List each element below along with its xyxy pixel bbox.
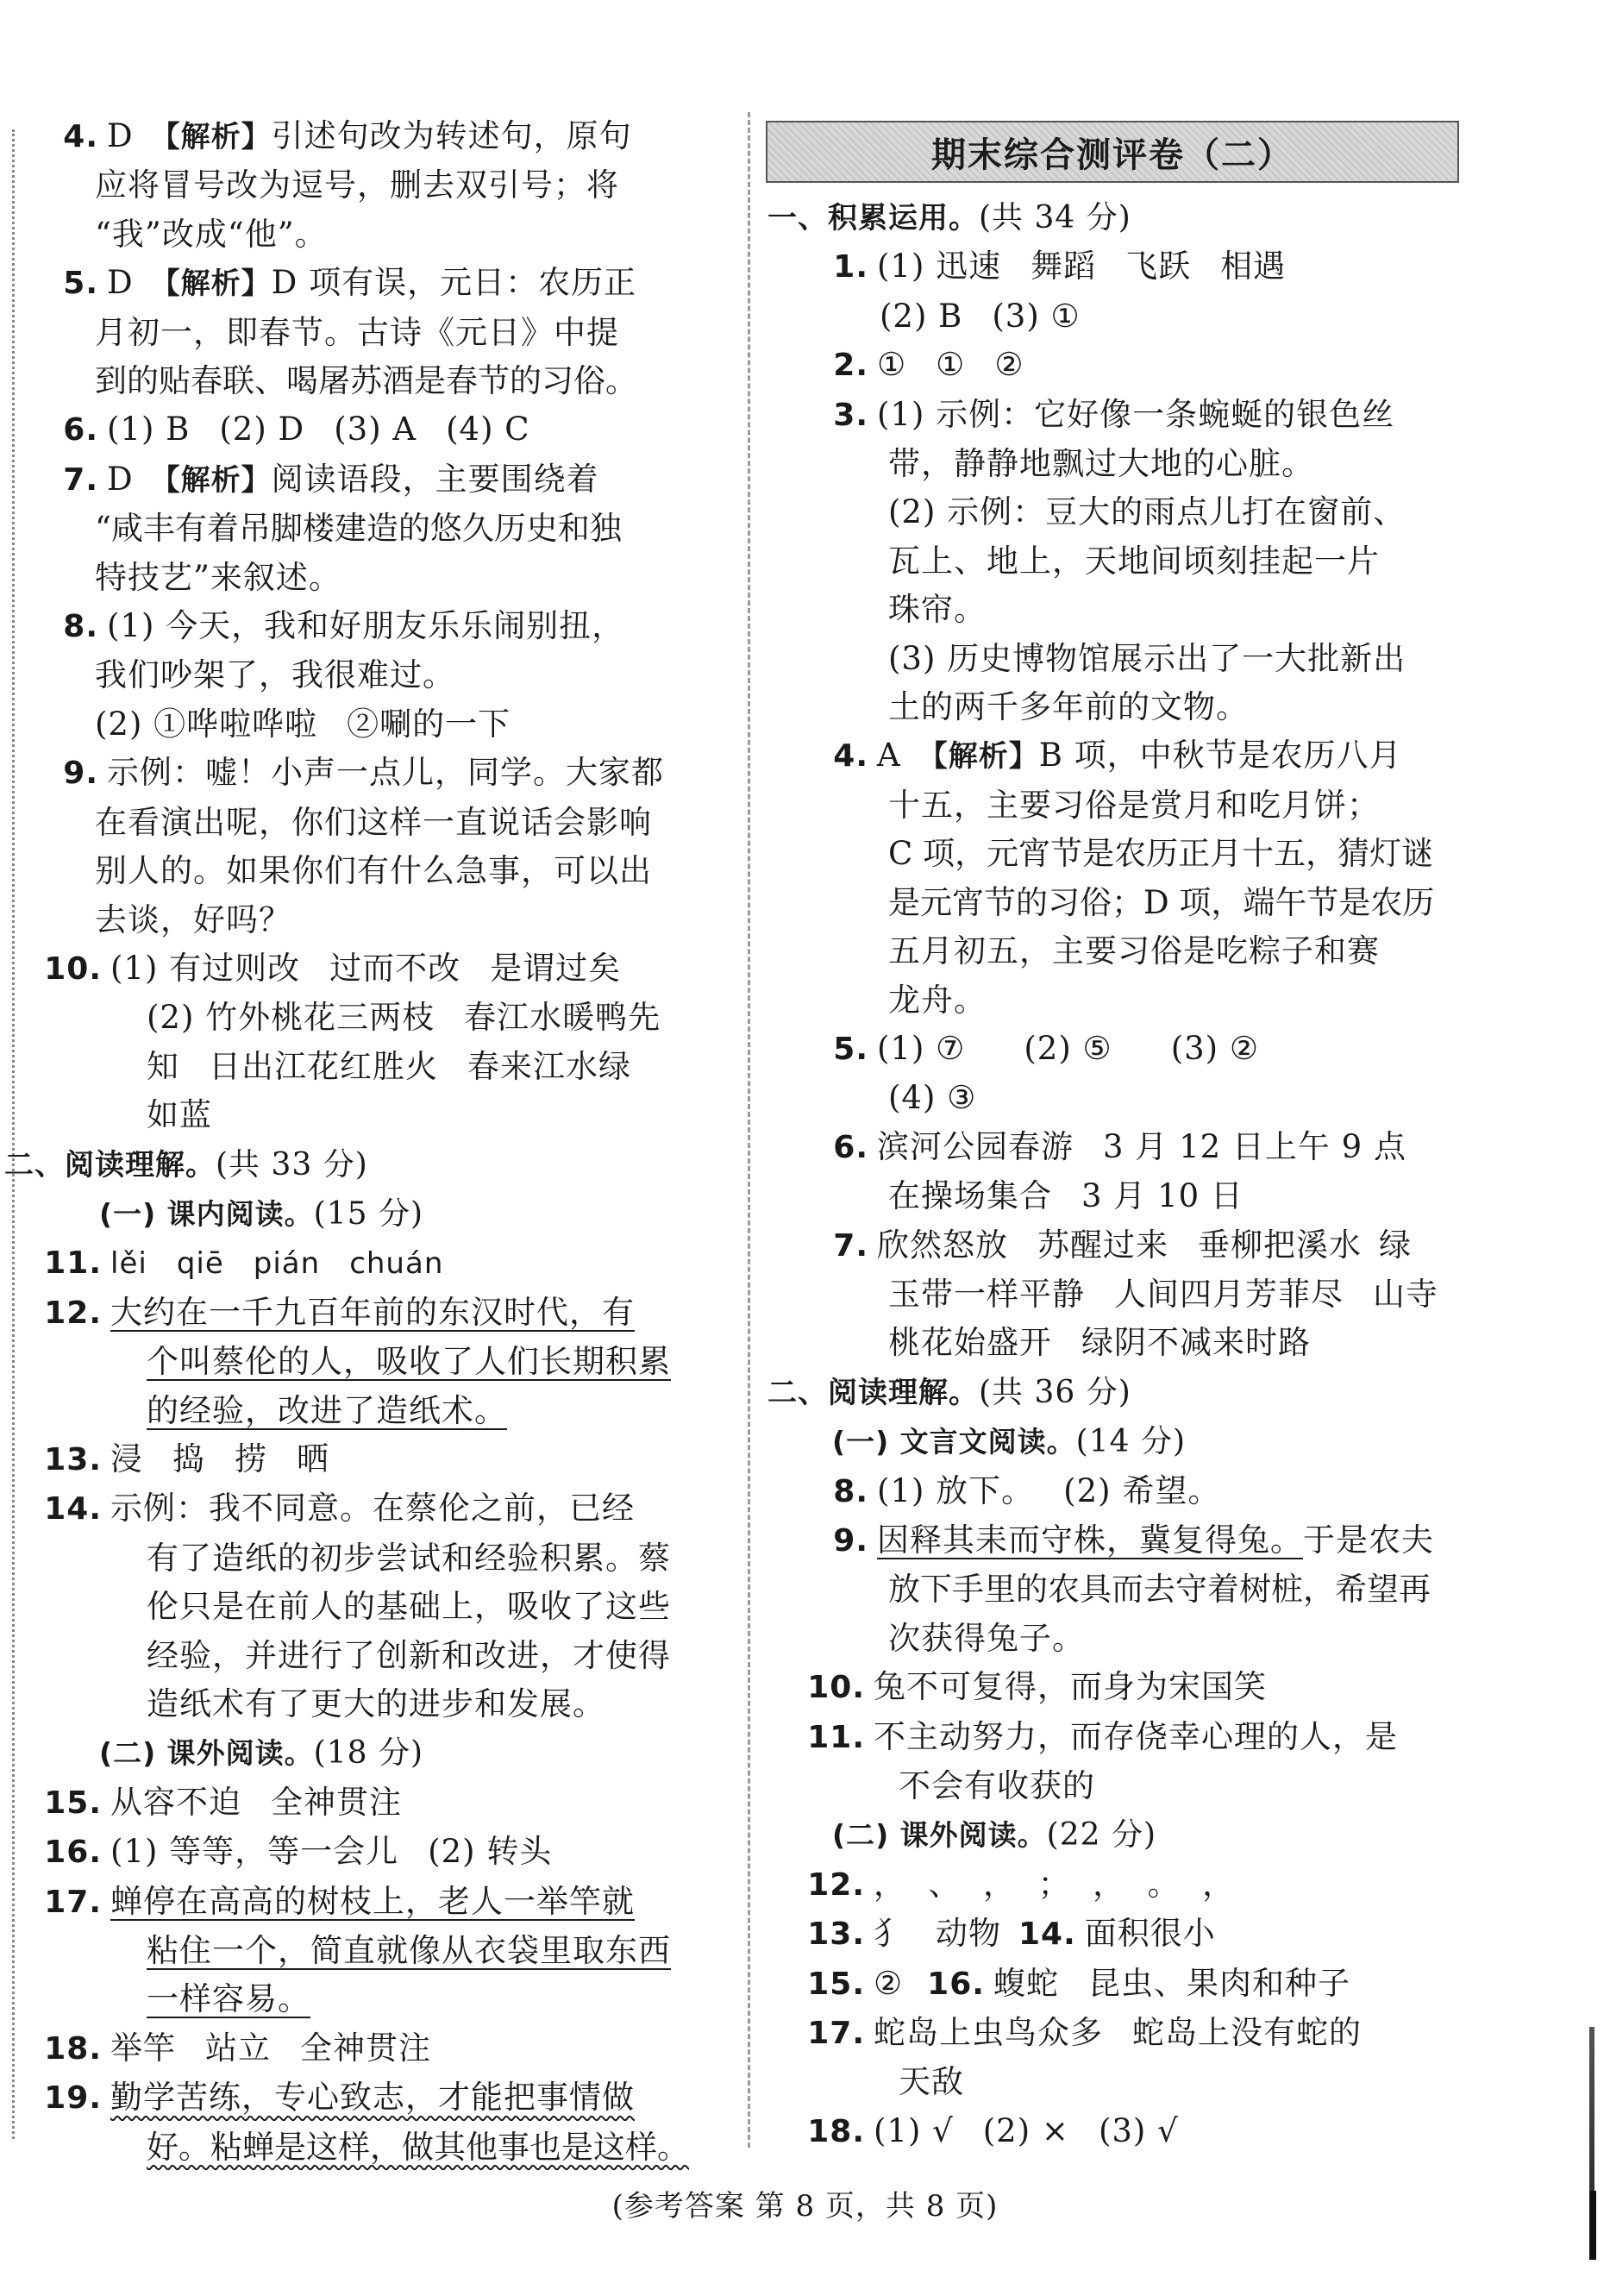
page-footer: (参考答案 第 8 页，共 8 页) xyxy=(611,2189,999,2224)
answer-line: 知 日出江花红胜火 春来江水绿 xyxy=(147,1047,631,1085)
answer-line: (4) ③ xyxy=(888,1079,977,1117)
answer-line: 特技艺”来叙述。 xyxy=(95,558,341,596)
question-number: 18. xyxy=(807,2113,865,2149)
question-number: 19. xyxy=(44,2080,102,2117)
question-number: 12. xyxy=(44,1295,102,1331)
answer-line: 去谈，好吗？ xyxy=(95,900,291,938)
answer-line: 18. (1) √ (2) × (3) √ xyxy=(763,2107,1462,2156)
answer-line: 月初一，即春节。古诗《元日》中提 xyxy=(95,313,619,351)
subsection-heading: (二) 课外阅读。(22 分) xyxy=(832,1817,1156,1854)
question-number: 9. xyxy=(833,1522,868,1559)
answer-line: 珠帘。 xyxy=(888,591,987,629)
answer-line: 6. (1) B (2) D (3) A (4) C xyxy=(34,405,733,455)
answer-line: 12. 大约在一千九百年前的东汉时代，有 xyxy=(34,1289,733,1338)
answer-line: 12. ， 、 ， ； ， 。 ， xyxy=(763,1860,1462,1910)
analysis-tag: 【解析】 xyxy=(150,462,272,498)
answer-line: 好。粘蝉是这样，做其他事也是这样。 xyxy=(147,2128,689,2166)
answer-line: 2. ① ① ② xyxy=(763,341,1462,390)
answer-line: 个叫蔡伦的人，吸收了人们长期积累 xyxy=(147,1343,671,1381)
answer-line: 我们吵架了，我很难过。 xyxy=(95,656,455,694)
answer-line: 4. A 【解析】B 项，中秋节是农历八月 xyxy=(763,731,1462,781)
question-number: 13. xyxy=(807,1916,865,1953)
question-number: 9. xyxy=(63,756,98,792)
subsection-heading: (一) 课内阅读。(15 分) xyxy=(99,1195,423,1232)
answer-line: (2) 示例：豆大的雨点儿打在窗前、 xyxy=(888,493,1406,531)
right-column xyxy=(763,193,1462,2156)
answer-line: 5. (1) ⑦ (2) ⑤ (3) ② xyxy=(763,1025,1462,1074)
answer-line: 1. (1) 迅速 舞蹈 飞跃 相遇 xyxy=(763,242,1462,292)
section-heading: 二、阅读理解。(共 36 分) xyxy=(767,1374,1131,1410)
answer-line: 13. 浸 捣 捞 晒 xyxy=(34,1435,733,1484)
answer-line: 9. 因释其耒而守株，冀复得兔。于是农夫 xyxy=(763,1516,1462,1565)
answer-line: 6. 滨河公园春游 3 月 12 日上午 9 点 xyxy=(763,1123,1462,1172)
answer-line: 5. D 【解析】D 项有误，元日：农历正 xyxy=(34,259,733,308)
question-number: 14. xyxy=(1018,1916,1076,1953)
answer-line: “我”改成“他”。 xyxy=(95,215,328,253)
question-number: 8. xyxy=(63,609,98,645)
answer-line: 4. D 【解析】引述句改为转述句，原句 xyxy=(34,112,733,161)
question-number: 15. xyxy=(807,1966,865,2002)
answer-line: 次获得兔子。 xyxy=(888,1619,1085,1657)
answer-line: 的经验，改进了造纸术。 xyxy=(147,1391,507,1429)
left-column xyxy=(4,112,733,2172)
answer-line: 19. 勤学苦练，专心致志，才能把事情做 xyxy=(34,2073,733,2123)
question-number: 8. xyxy=(833,1473,868,1509)
answer-line: 14. 示例：我不同意。在蔡伦之前，已经 xyxy=(34,1484,733,1534)
answer-line: 16. (1) 等等，等一会儿 (2) 转头 xyxy=(34,1828,733,1877)
answer-line: 8. (1) 今天，我和好朋友乐乐闹别扭， xyxy=(34,602,733,651)
question-number: 7. xyxy=(63,461,98,498)
binding-line xyxy=(12,129,15,2139)
answer-line: 玉带一样平静 人间四月芳菲尽 山寺 xyxy=(888,1275,1438,1313)
question-number: 4. xyxy=(833,738,868,775)
exam-title: 期末综合测评卷（二） xyxy=(766,121,1459,183)
answer-line: 在操场集合 3 月 10 日 xyxy=(888,1177,1244,1215)
answer-line: 瓦上、地上，天地间顷刻挂起一片 xyxy=(888,542,1380,580)
analysis-tag: 【解析】 xyxy=(150,120,272,154)
question-number: 5. xyxy=(63,266,98,302)
analysis-tag: 【解析】 xyxy=(150,267,272,302)
question-number: 2. xyxy=(833,348,868,384)
answer-line: (3) 历史博物馆展示出了一大批新出 xyxy=(888,639,1406,677)
answer-line: 有了造纸的初步尝试和经验积累。蔡 xyxy=(147,1539,671,1577)
question-number: 11. xyxy=(807,1719,865,1755)
analysis-tag: 【解析】 xyxy=(918,739,1039,775)
answer-line: 土的两千多年前的文物。 xyxy=(888,688,1249,726)
answer-line: 一样容易。 xyxy=(147,1980,310,2018)
answer-line: 9. 示例：嘘！小声一点儿，同学。大家都 xyxy=(34,749,733,798)
answer-line: 龙舟。 xyxy=(888,981,987,1019)
answer-line: 7. 欣然怒放 苏醒过来 垂柳把溪水 绿 xyxy=(763,1221,1462,1270)
subsection-heading: (二) 课外阅读。(18 分) xyxy=(99,1735,423,1772)
question-number: 17. xyxy=(44,1884,102,1920)
question-number: 13. xyxy=(44,1441,102,1477)
column-divider xyxy=(748,112,750,2148)
answer-line: 11. 不主动努力，而存侥幸心理的人，是 xyxy=(763,1713,1462,1762)
answer-line: 15. ② 16. 蝮蛇 昆虫、果肉和种子 xyxy=(763,1960,1462,2009)
answer-line: 13. 犭 动物 14. 面积很小 xyxy=(763,1910,1462,1959)
question-number: 1. xyxy=(833,249,868,285)
question-number: 7. xyxy=(833,1227,868,1264)
question-number: 4. xyxy=(63,119,98,154)
section-heading: 一、积累运用。(共 34 分) xyxy=(767,200,1131,235)
answer-line: 10. (1) 有过则改 过而不改 是谓过矣 xyxy=(34,944,733,994)
answer-line: 造纸术有了更大的进步和发展。 xyxy=(147,1685,605,1722)
answer-line: 粘住一个，简直就像从衣袋里取东西 xyxy=(147,1932,671,1970)
answer-line: 10. 兔不可复得，而身为宋国笑 xyxy=(763,1663,1462,1712)
scan-edge-mark xyxy=(1589,2191,1596,2260)
answer-line: 17. 蛇岛上虫鸟众多 蛇岛上没有蛇的 xyxy=(763,2009,1462,2058)
answer-line: (2) B (3) ① xyxy=(880,297,1081,335)
answer-line: 别人的。如果你们有什么急事，可以出 xyxy=(95,852,652,890)
question-number: 17. xyxy=(807,2016,865,2052)
answer-line: 11. lěi qiē pián chuán xyxy=(34,1239,733,1288)
question-number: 6. xyxy=(63,412,98,449)
answer-line: 五月初五，主要习俗是吃粽子和赛 xyxy=(888,932,1380,970)
answer-line: 8. (1) 放下。 (2) 希望。 xyxy=(763,1467,1462,1516)
question-number: 3. xyxy=(833,397,868,433)
answer-line: (2) 竹外桃花三两枝 春江水暖鸭先 xyxy=(147,999,661,1037)
answer-line: 15. 从容不迫 全神贯注 xyxy=(34,1778,733,1828)
question-number: 10. xyxy=(807,1670,865,1706)
question-number: 16. xyxy=(927,1966,985,2002)
answer-line: C 项，元宵节是农历正月十五，猜灯谜 xyxy=(888,835,1434,873)
answer-line: 桃花始盛开 绿阴不减来时路 xyxy=(888,1324,1311,1362)
answer-line: 天敌 xyxy=(899,2063,964,2101)
question-number: 15. xyxy=(44,1785,102,1821)
answer-line: 在看演出呢，你们这样一直说话会影响 xyxy=(95,803,652,841)
question-number: 6. xyxy=(833,1129,868,1165)
question-number: 11. xyxy=(44,1245,102,1282)
question-number: 10. xyxy=(44,950,102,987)
answer-line: 放下手里的农具而去守着树桩，希望再 xyxy=(888,1571,1431,1609)
question-number: 18. xyxy=(44,2030,102,2067)
subsection-heading: (一) 文言文阅读。(14 分) xyxy=(832,1424,1186,1460)
question-number: 16. xyxy=(44,1835,102,1871)
answer-line: 如蓝 xyxy=(147,1096,212,1134)
answer-line: 是元宵节的习俗；D 项，端午节是农历 xyxy=(888,883,1435,921)
answer-line: 带，静静地飘过大地的心脏。 xyxy=(888,445,1314,483)
answer-line: 17. 蝉停在高高的树枝上，老人一举竿就 xyxy=(34,1878,733,1927)
answer-line: (2) ①哗啦哗啦 ②唰的一下 xyxy=(95,705,511,743)
question-number: 12. xyxy=(807,1866,865,1903)
answer-line: 应将冒号改为逗号，删去双引号；将 xyxy=(95,166,619,204)
section-heading: 二、阅读理解。(共 33 分) xyxy=(4,1146,368,1183)
answer-line: 到的贴春联、喝屠苏酒是春节的习俗。 xyxy=(95,362,637,400)
answer-line: 十五，主要习俗是赏月和吃月饼； xyxy=(888,786,1380,824)
answer-line: 7. D 【解析】阅读语段，主要围绕着 xyxy=(34,455,733,505)
question-number: 14. xyxy=(44,1491,102,1528)
question-number: 5. xyxy=(833,1031,868,1067)
answer-line: “咸丰有着吊脚楼建造的悠久历史和独 xyxy=(95,510,622,548)
answer-line: 经验，并进行了创新和改进，才使得 xyxy=(147,1636,671,1674)
answer-line: 伦只是在前人的基础上，吸收了这些 xyxy=(147,1588,671,1626)
answer-line: 不会有收获的 xyxy=(899,1767,1095,1804)
answer-line: 3. (1) 示例：它好像一条蜿蜒的银色丝 xyxy=(763,391,1462,440)
answer-line: 18. 举竿 站立 全神贯注 xyxy=(34,2024,733,2073)
